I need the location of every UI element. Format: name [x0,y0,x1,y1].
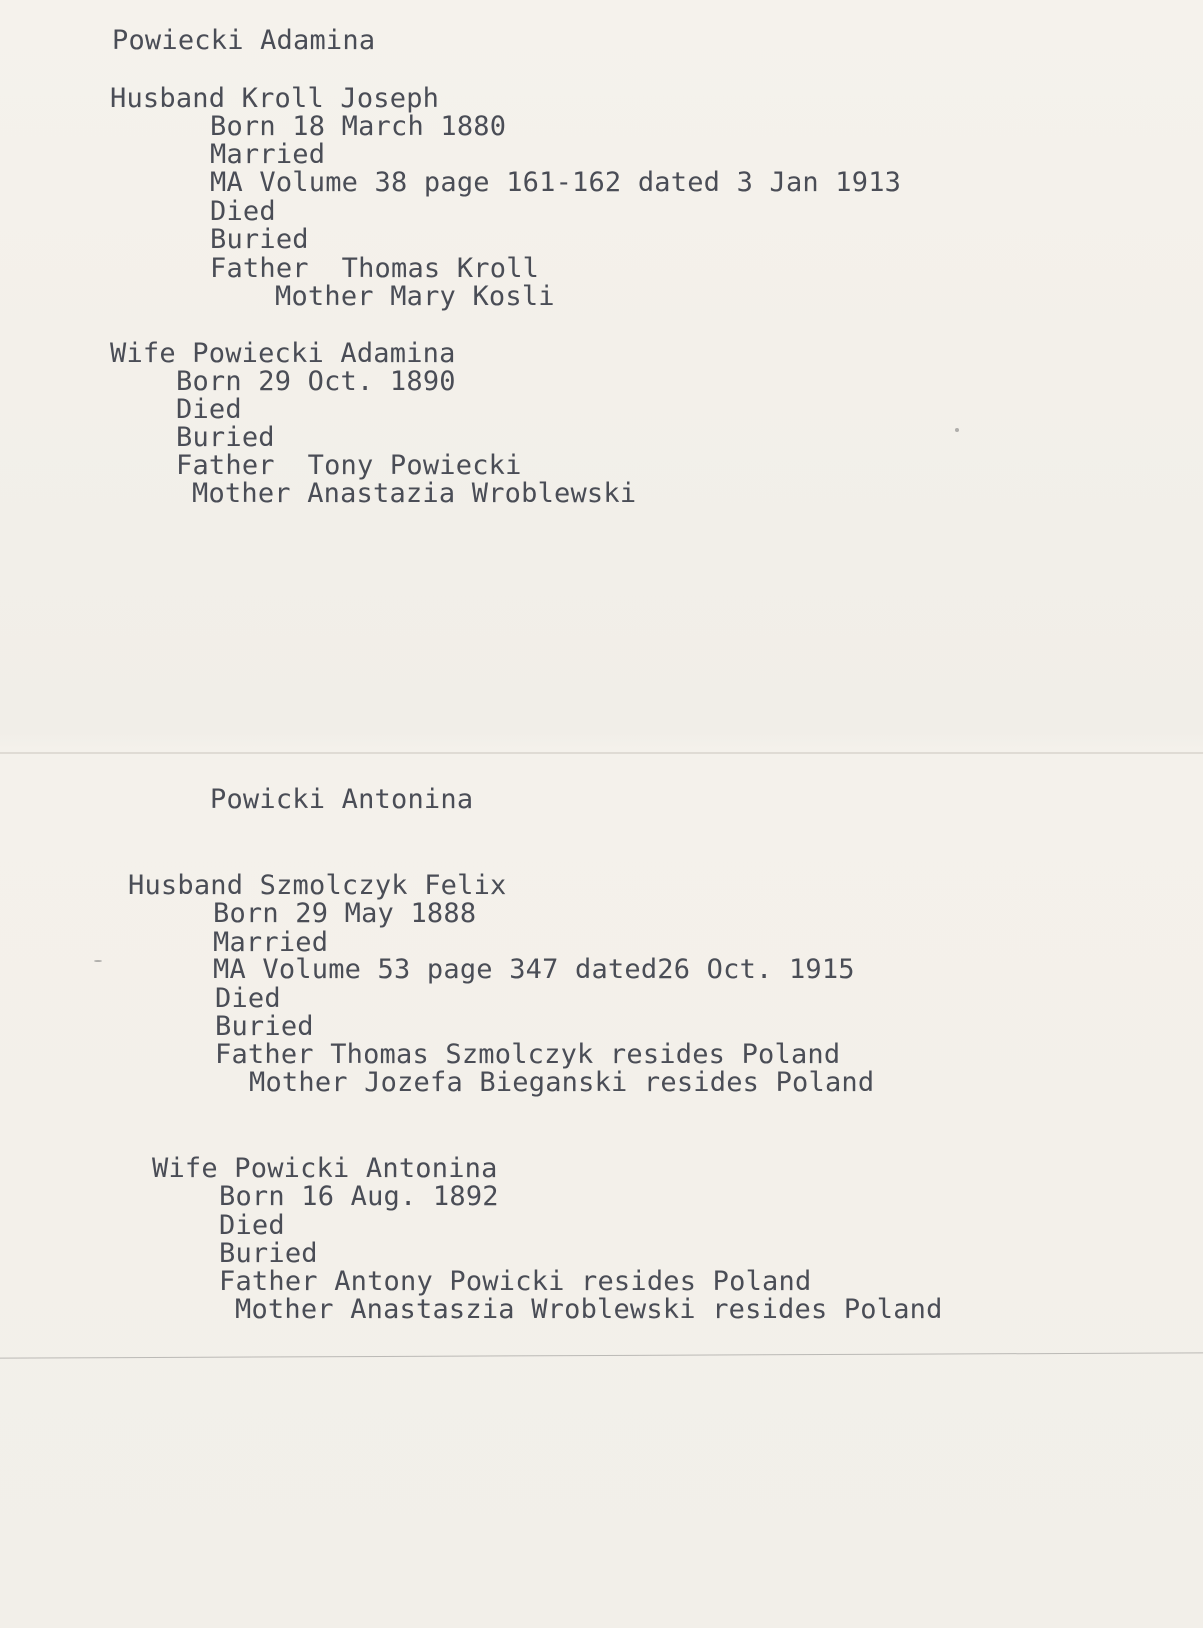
husband-born: Born 18 March 1880 [210,111,507,142]
husband-died: Died [215,983,281,1014]
wife-died: Died [219,1210,285,1241]
husband-married: Married [210,139,326,170]
record-heading: Powiecki Adamina [112,25,376,56]
separator-rule [0,1352,1203,1358]
marriage-record-reference: MA Volume 53 page 347 dated26 Oct. 1915 [213,954,855,985]
husband-buried: Buried [210,224,309,255]
wife-buried: Buried [219,1238,318,1269]
husband-father: Father Thomas Szmolczyk resides Poland [215,1039,841,1070]
paper-fold-line [0,752,1203,754]
wife-died: Died [176,394,242,425]
paper-speck [955,428,959,432]
husband-married: Married [213,927,329,958]
paper-speck [94,960,102,962]
wife-mother: Mother Anastaszia Wroblewski resides Poland [235,1294,943,1325]
wife-mother: Mother Anastazia Wroblewski [192,478,637,509]
husband-buried: Buried [215,1011,314,1042]
wife-buried: Buried [176,422,275,453]
husband-born: Born 29 May 1888 [213,898,477,929]
wife-name-line: Wife Powicki Antonina [152,1153,498,1184]
husband-mother: Mother Mary Kosli [275,281,555,312]
husband-name-line: Husband Szmolczyk Felix [128,870,507,901]
wife-father: Father Tony Powiecki [176,450,522,481]
wife-born: Born 16 Aug. 1892 [219,1181,499,1212]
husband-father: Father Thomas Kroll [210,253,540,284]
wife-name-line: Wife Powiecki Adamina [110,338,456,369]
husband-name-line: Husband Kroll Joseph [110,83,440,114]
husband-died: Died [210,196,276,227]
husband-mother: Mother Jozefa Bieganski resides Poland [249,1067,875,1098]
marriage-record-reference: MA Volume 38 page 161-162 dated 3 Jan 1913 [210,167,902,198]
record-heading: Powicki Antonina [210,784,474,815]
wife-born: Born 29 Oct. 1890 [176,366,456,397]
wife-father: Father Antony Powicki resides Poland [219,1266,812,1297]
